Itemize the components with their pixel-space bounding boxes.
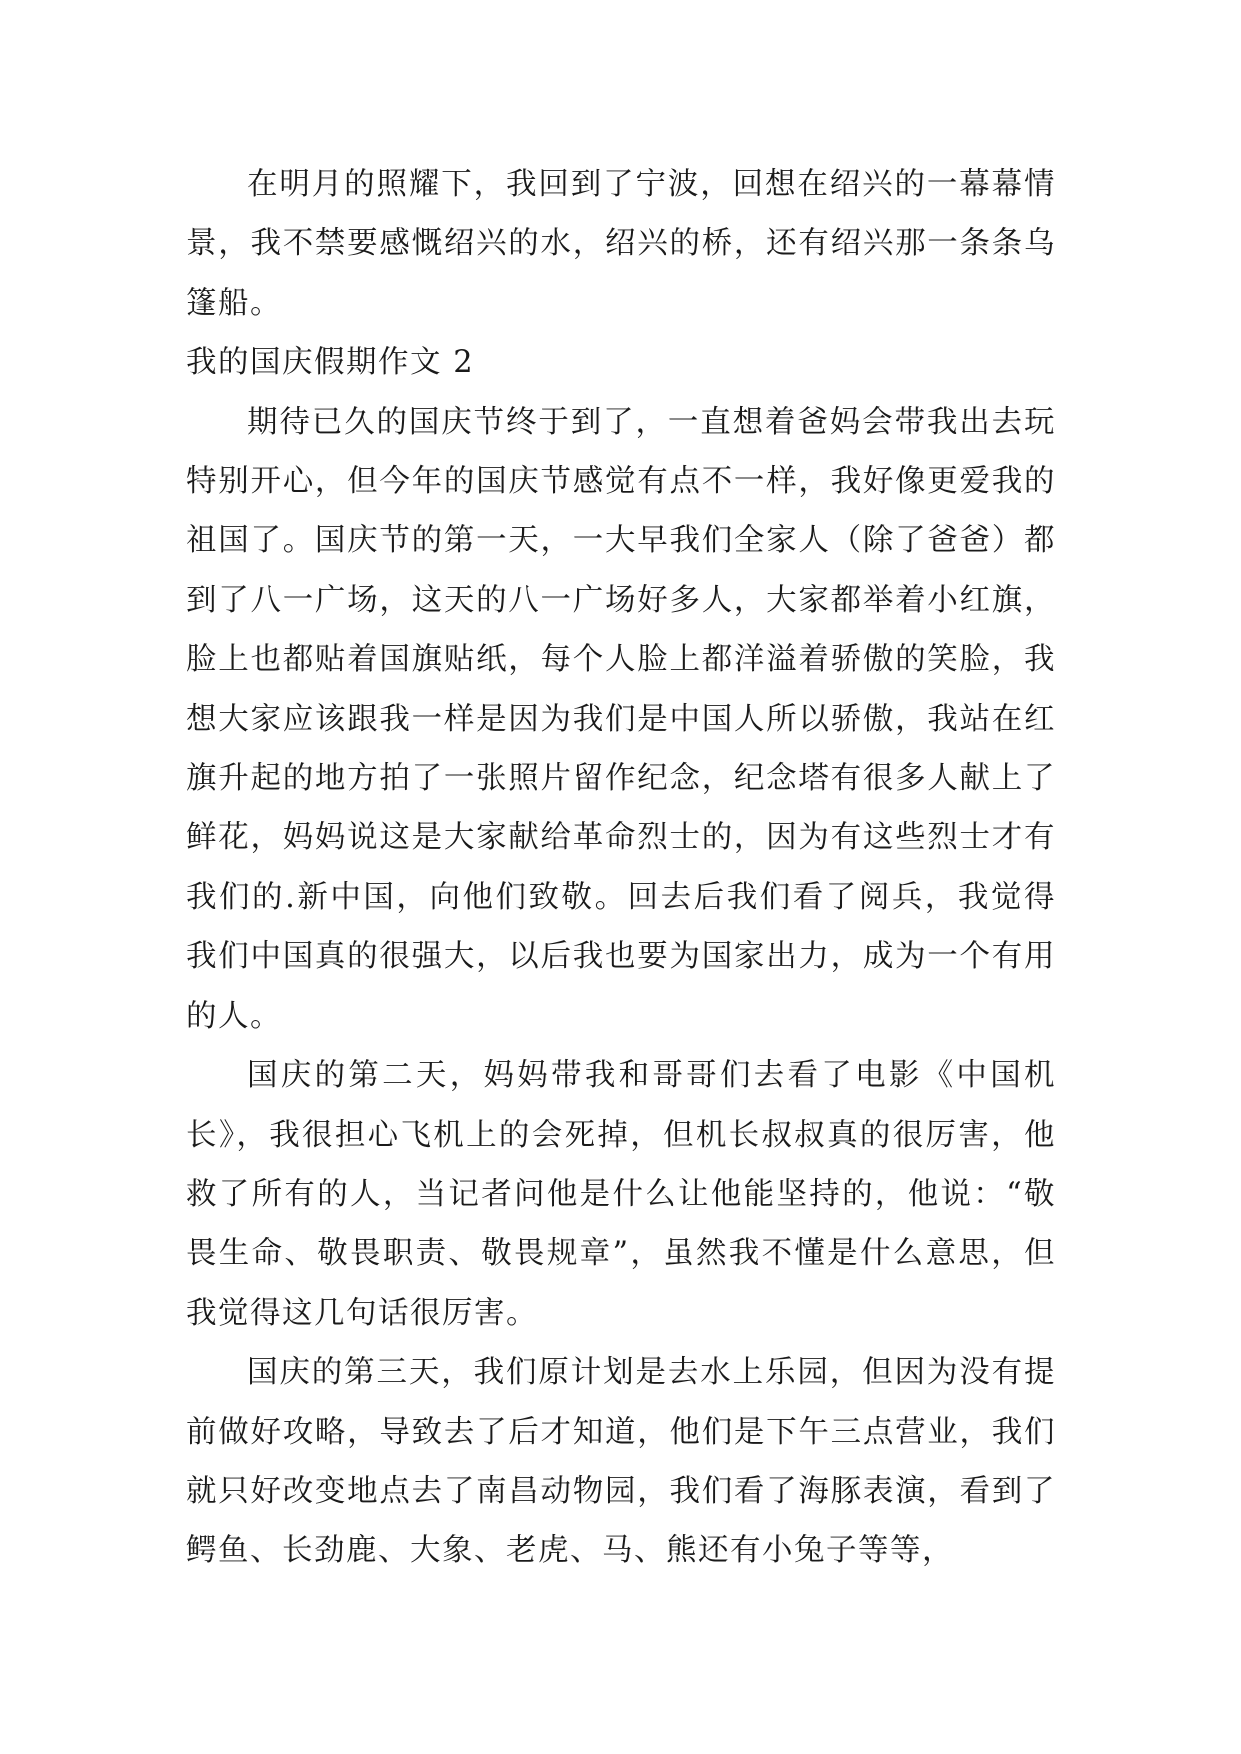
paragraph-day-two: 国庆的第二天，妈妈带我和哥哥们去看了电影《中国机长》，我很担心飞机上的会死掉，但机长叔叔真的很厉害，他救了所有的人，当记者问他是什么让他能坚持的，他说：“敬畏生命、敬畏职责、敬畏规章”，虽然我不懂是什么意思，但我觉得这几句话很厉害。 — [186, 1058, 1056, 1331]
paragraph-day-one: 期待已久的国庆节终于到了，一直想着爸妈会带我出去玩特别开心，但今年的国庆节感觉有点不一样，我好像更爱我的祖国了。国庆节的第一天，一大早我们全家人（除了爸爸）都到了八一广场，这天的八一广场好多人，大家都举着小红旗，脸上也都贴着国旗贴纸，每个人脸上都洋溢着骄傲的笑脸，我想大家应该跟我一样是因为我们是中国人所以骄傲，我站在红旗升起的地方拍了一张照片留作纪念，纪念塔有很多人献上了鲜花，妈妈说这是大家献给革命烈士的，因为有这些烈士才有我们的.新中国，向他们致敬。回去后我们看了阅兵，我觉得我们中国真的很强大，以后我也要为国家出力，成为一个有用的人。 — [186, 404, 1056, 1034]
document-body — [186, 155, 1056, 1581]
section-title: 我的国庆假期作文 2 — [186, 345, 475, 381]
paragraph-day-three: 国庆的第三天，我们原计划是去水上乐园，但因为没有提前做好攻略，导致去了后才知道，他们是下午三点营业，我们就只好改变地点去了南昌动物园，我们看了海豚表演，看到了鳄鱼、长劲鹿、大象、老虎、马、熊还有小兔子等等， — [186, 1355, 1056, 1569]
intro-paragraph: 在明月的照耀下，我回到了宁波，回想在绍兴的一幕幕情景，我不禁要感慨绍兴的水，绍兴的桥，还有绍兴那一条条乌篷船。 — [186, 167, 1056, 321]
